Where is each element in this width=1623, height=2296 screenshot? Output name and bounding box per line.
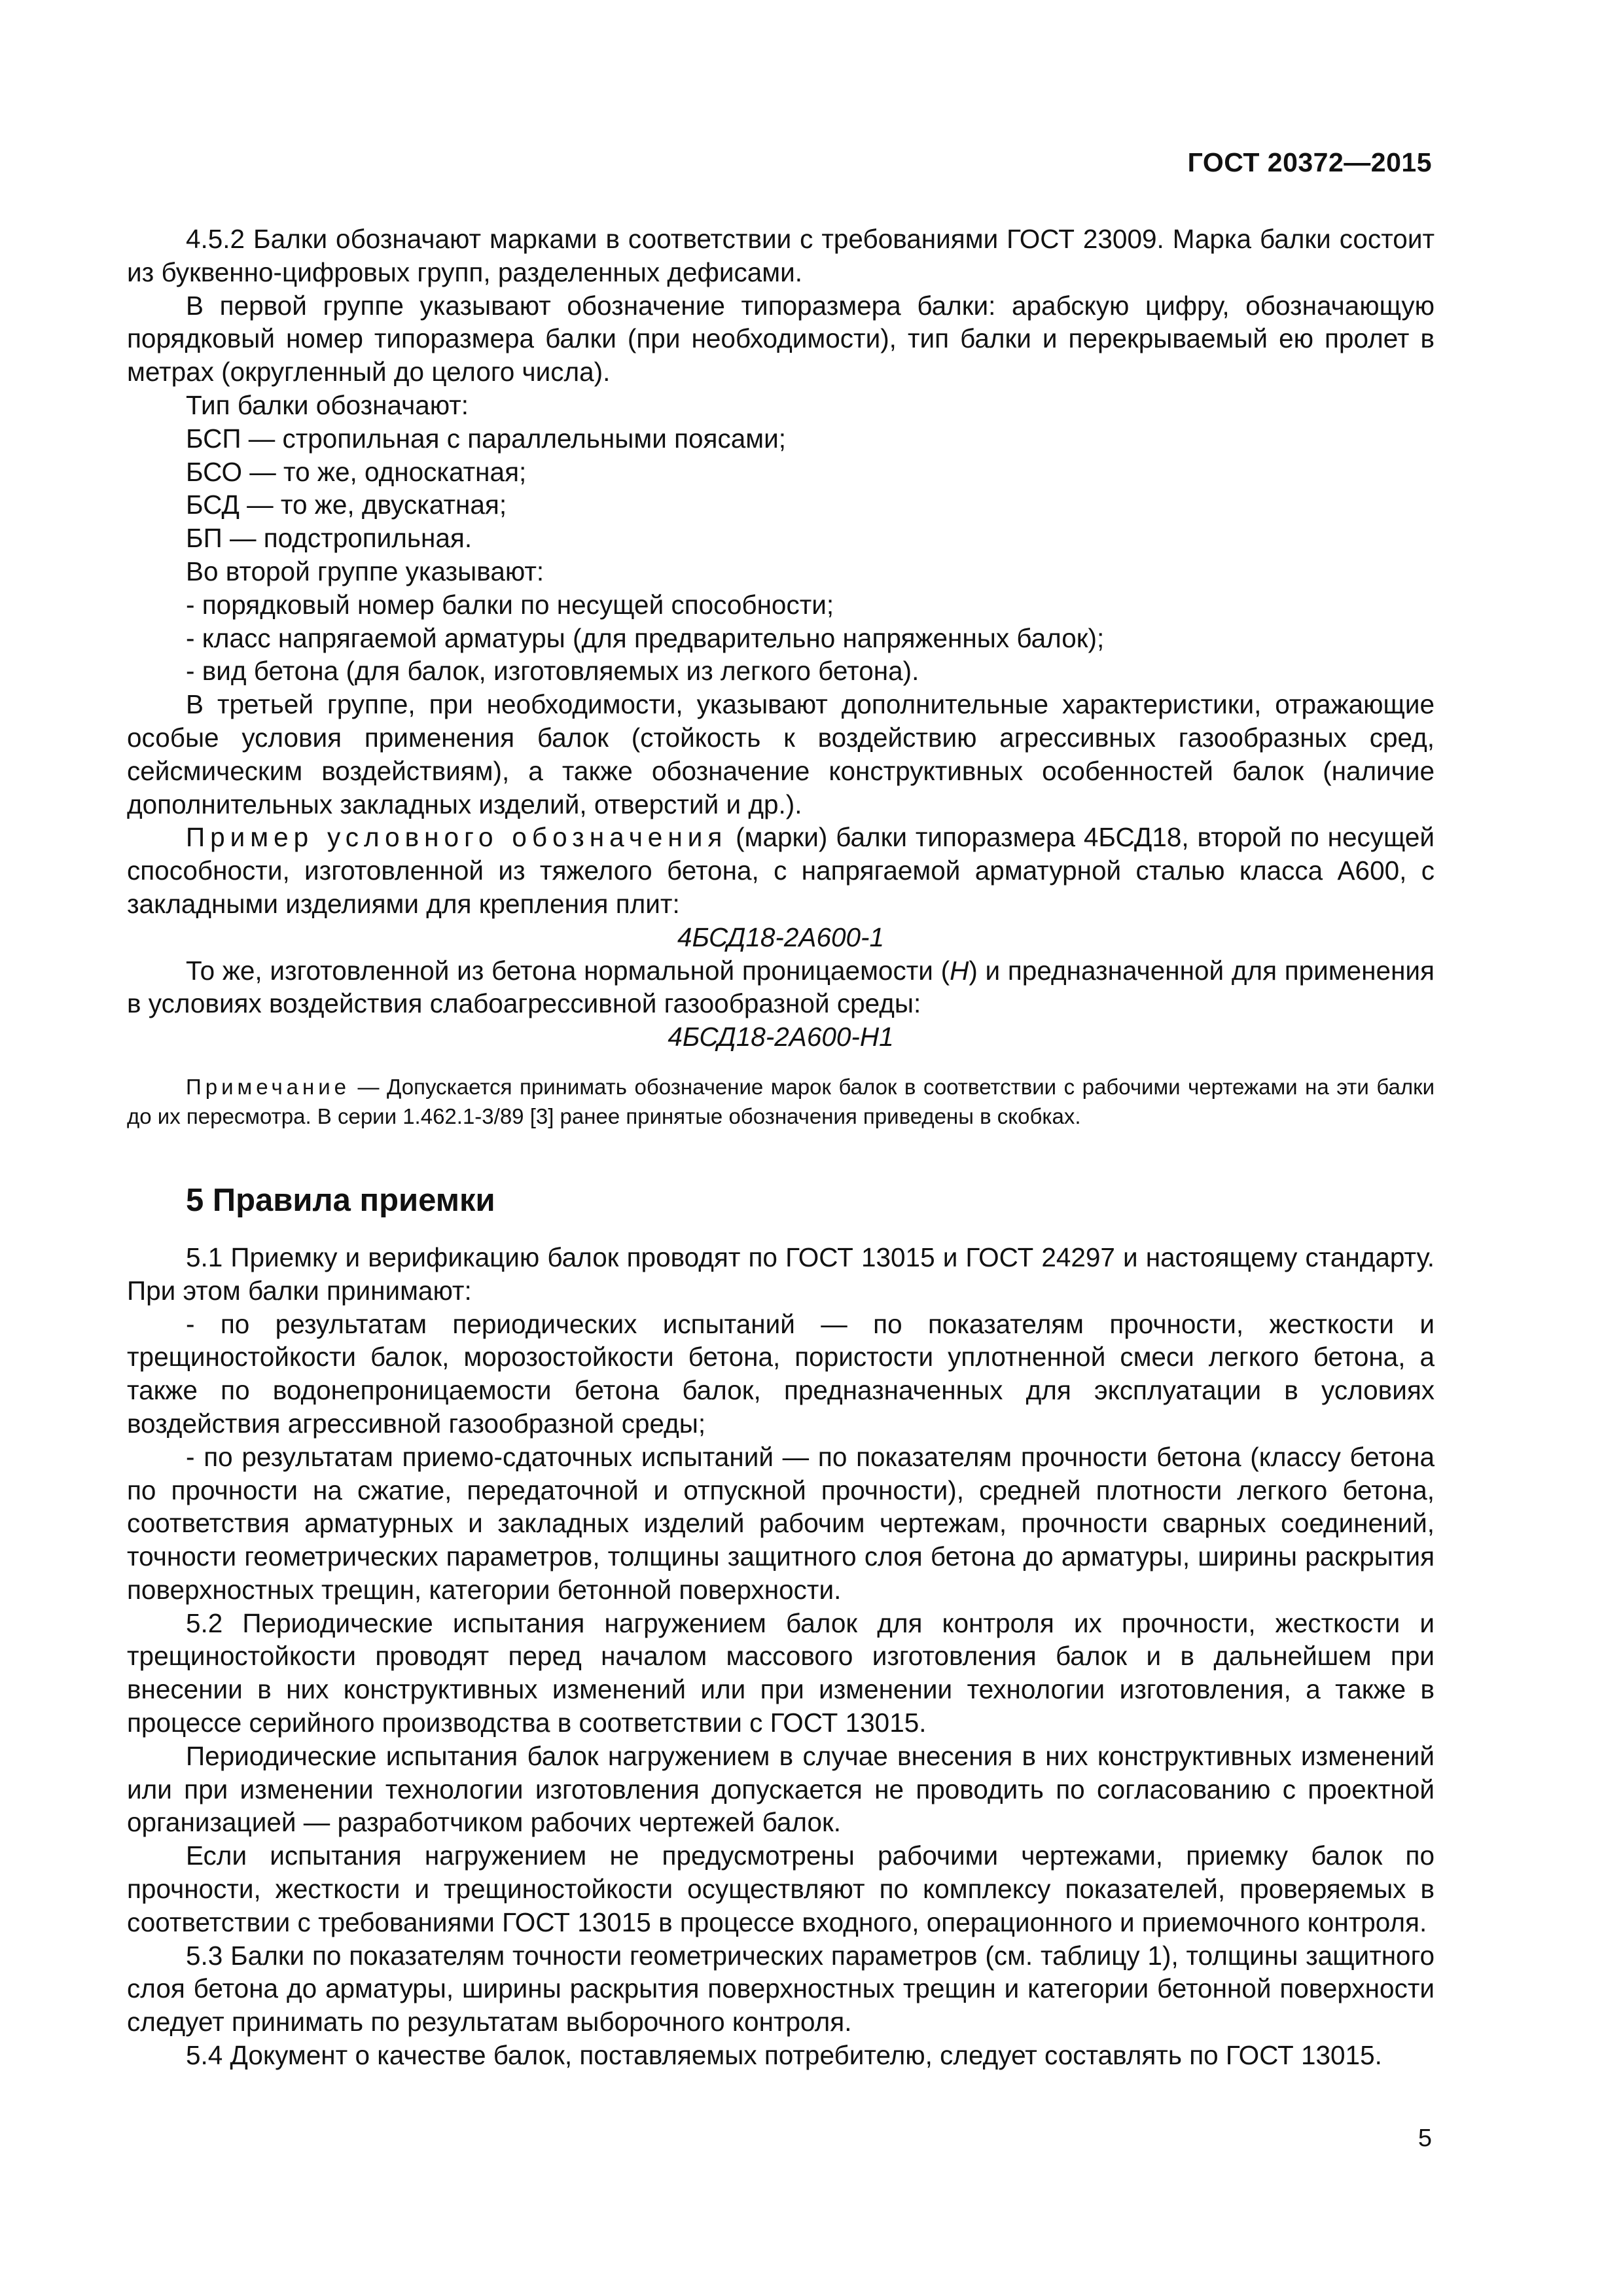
paragraph: Периодические испытания балок нагружением в случае внесения в них конструктивных изменений или при изменении технологии изготовления допускается не проводить по согласованию с проектной организацией — разработчиком рабочих чертежей балок. [127, 1740, 1435, 1838]
paragraph: В третьей группе, при необходимости, указывают дополнительные характеристики, отражающие особые условия применения балок (стойкость к воздействию агрессивных газообразных сред, сейсмическим воздействиям), а также обозначение конструктивных особенностей балок (наличие дополнительных закладных изделий, отверстий и др.). [127, 689, 1435, 819]
paragraph: Во второй группе указывают: [186, 556, 544, 586]
example-paragraph [127, 821, 1435, 920]
note-label: Примечание [186, 1074, 351, 1099]
list-item: - по результатам периодических испытаний — по показателям прочности, жесткости и трещиностойкости балок, морозостойкости бетона, пористости уплотненной смеси легкого бетона, а также по водонепроницаемости бетона балок, предназначенных для эксплуатации в условиях воздействия агрессивной газообразной среды; [127, 1308, 1435, 1439]
paragraph [127, 954, 1435, 1021]
section-heading: 5 Правила приемки [186, 1182, 495, 1218]
list-item: БСП — стропильная с параллельными поясами; [186, 423, 786, 454]
list-item: БП — подстропильная. [186, 523, 473, 554]
example-label: Пример условного обозначения [186, 822, 728, 853]
note-text: — Допускается принимать обозначение марок балок в соответствии с рабочими чертежами на эти балки до их пересмотра. В серии 1.462.1-3/89 [3] ранее принятые обозначения приведены в скобках. [127, 1074, 1435, 1128]
list-item: - класс напрягаемой арматуры (для предварительно напряженных балок); [186, 622, 1105, 653]
paragraph: В первой группе указывают обозначение типоразмера балки: арабскую цифру, обозначающую порядковый номер типоразмера балки (при необходимости), тип балки и перекрываемый ею пролет в метрах (округленный до целого числа). [127, 290, 1435, 387]
paragraph-4-5-2: 4.5.2 Балки обозначают марками в соответствии с требованиями ГОСТ 23009. Марка балки состоит из буквенно-цифровых групп, разделенных дефисами. [127, 224, 1435, 287]
list-item: - вид бетона (для балок, изготовляемых из легкого бетона). [186, 656, 919, 687]
list-item: - порядковый номер балки по несущей способности; [186, 589, 834, 620]
designation-formula: 4БСД18-2А600-Н1 [668, 1022, 894, 1052]
paragraph: Если испытания нагружением не предусмотрены рабочими чертежами, приемку балок по прочности, жесткости и трещиностойкости осуществляют по комплексу показателей, проверяемых в соответствии с требованиями ГОСТ 13015 в процессе входного, операционного и приемочного контроля. [127, 1840, 1435, 1937]
note [127, 1072, 1435, 1131]
paragraph-5-4: 5.4 Документ о качестве балок, поставляемых потребителю, следует составлять по ГОСТ 13015. [186, 2040, 1382, 2071]
italic-symbol: Н [950, 955, 969, 986]
page-content [127, 223, 1435, 2072]
paragraph-text: ) и предназначенной для применения в условиях воздействия слабоагрессивной газообразной среды: [127, 955, 1435, 1019]
example-text: (марки) балки типоразмера 4БСД18, второй по несущей способности, изготовленной из тяжелого бетона, с напрягаемой арматурной сталью класса А600, с закладными изделиями для крепления плит: [127, 822, 1435, 919]
designation-formula: 4БСД18-2А600-1 [677, 922, 885, 952]
paragraph-5-1: 5.1 Приемку и верификацию балок проводят по ГОСТ 13015 и ГОСТ 24297 и настоящему стандарту. При этом балки принимают: [127, 1242, 1435, 1306]
paragraph-5-2: 5.2 Периодические испытания нагружением балок для контроля их прочности, жесткости и трещиностойкости проводят перед началом массового изготовления балок и в дальнейшем при внесении в них конструктивных изменений или при изменении технологии изготовления, а также в процессе серийного производства в соответствии с ГОСТ 13015. [127, 1607, 1435, 1738]
list-item: БСД — то же, двускатная; [186, 490, 507, 520]
list-item: БСО — то же, односкатная; [186, 456, 527, 487]
paragraph: Тип балки обозначают: [186, 389, 469, 420]
list-item: - по результатам приемо-сдаточных испытаний — по показателям прочности бетона (классу бетона по прочности на сжатие, передаточной и отпускной прочности), средней плотности легкого бетона, соответствия арматурных и закладных изделий рабочим чертежам, прочности сварных соединений, точности геометрических параметров, толщины защитного слоя бетона до арматуры, ширины раскрытия поверхностных трещин, категории бетонной поверхности. [127, 1441, 1435, 1605]
page-number: 5 [1418, 2125, 1432, 2152]
paragraph-text: То же, изготовленной из бетона нормальной проницаемости ( [186, 955, 950, 986]
document-id-header: ГОСТ 20372—2015 [1187, 147, 1432, 177]
paragraph-5-3: 5.3 Балки по показателям точности геометрических параметров (см. таблицу 1), толщины защитного слоя бетона до арматуры, ширины раскрытия поверхностных трещин и категории бетонной поверхности следует принимать по результатам выборочного контроля. [127, 1940, 1435, 2037]
